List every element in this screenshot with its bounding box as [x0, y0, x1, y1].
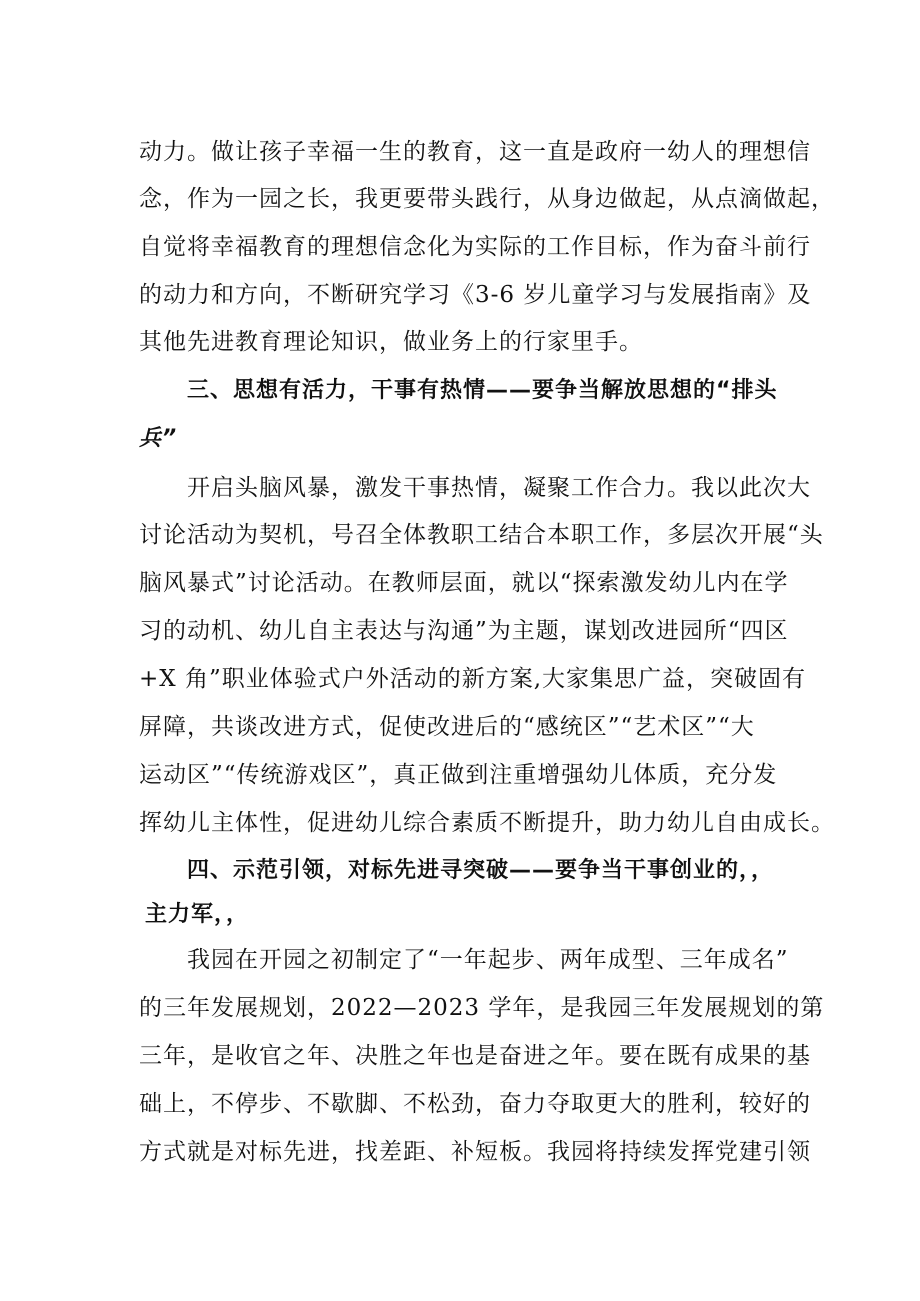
section-heading-4: 四、示范引领，对标先进寻突破——要争当干事创业的，， [187, 858, 775, 883]
paragraph-line: 脑风暴式”讨论活动。在教师层面，就以“探索激发幼儿内在学 [139, 570, 789, 596]
paragraph-line: 屏障，共谈改进方式，促使改进后的“感统区”“艺术区”“大 [139, 714, 755, 740]
section-heading-3-continued: 兵” [139, 426, 178, 451]
paragraph-line: 念，作为一园之长，我更要带头践行，从身边做起，从点滴做起， [139, 186, 835, 212]
paragraph-line: 其他先进教育理论知识，做业务上的行家里手。 [139, 329, 643, 355]
paragraph-line: 础上，不停步、不歇脚、不松劲，奋力夺取更大的胜利，较好的 [139, 1091, 811, 1117]
paragraph-line: 开启头脑风暴，激发干事热情，凝聚工作合力。我以此次大 [187, 475, 811, 501]
paragraph-line: 运动区”“传统游戏区”，真正做到注重增强幼儿体质，充分发 [139, 762, 778, 788]
section-heading-4-continued: 主力军，， [145, 902, 250, 927]
paragraph-line: 的动力和方向，不断研究学习《3-6 岁儿童学习与发展指南》及 [139, 282, 812, 308]
paragraph-line: 讨论活动为契机，号召全体教职工结合本职工作，多层次开展“头 [139, 522, 824, 548]
paragraph-line: 三年，是收官之年、决胜之年也是奋进之年。要在既有成果的基 [139, 1043, 811, 1069]
paragraph-line: 方式就是对标先进，找差距、补短板。我园将持续发挥党建引领 [139, 1139, 811, 1165]
paragraph-line: 习的动机、幼儿自主表达与沟通”为主题，谋划改进园所“四区 [139, 618, 789, 644]
paragraph-line: 自觉将幸福教育的理想信念化为实际的工作目标，作为奋斗前行 [139, 234, 811, 260]
section-heading-3: 三、思想有活力，干事有热情——要争当解放思想的“排头 [187, 378, 778, 403]
paragraph-line: 的三年发展规划，2022—2023 学年，是我园三年发展规划的第 [139, 995, 825, 1021]
paragraph-line: +X 角”职业体验式户外活动的新方案,大家集思广益，突破固有 [139, 666, 807, 692]
paragraph-line: 我园在开园之初制定了“一年起步、两年成型、三年成名” [187, 947, 789, 973]
paragraph-line: 动力。做让孩子幸福一生的教育，这一直是政府一幼人的理想信 [139, 139, 811, 165]
paragraph-line: 挥幼儿主体性，促进幼儿综合素质不断提升，助力幼儿自由成长。 [139, 810, 835, 836]
